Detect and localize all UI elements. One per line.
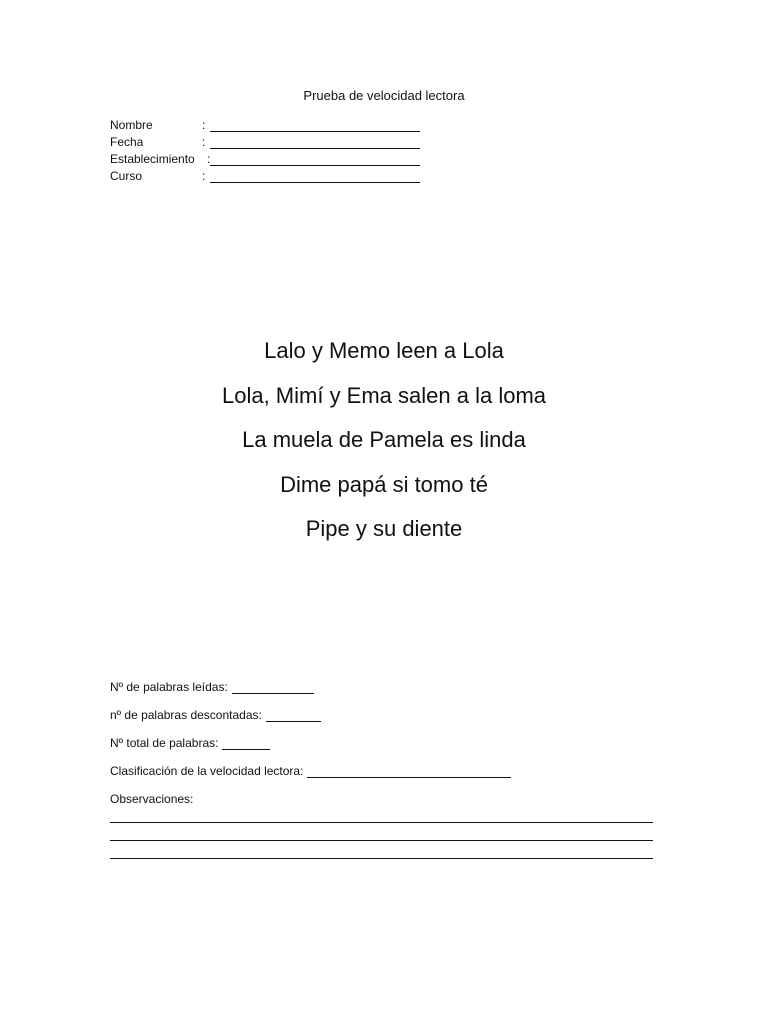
eval-words-discounted-blank[interactable] [266,709,321,722]
reading-sentences [0,334,768,557]
reading-sentence: Pipe y su diente [305,516,463,541]
eval-classification [110,750,670,778]
field-fecha [110,132,440,149]
observations-line[interactable] [110,823,653,841]
field-label-nombre: Nombre [110,118,153,132]
reading-sentence: Lola, Mimí y Ema salen a la loma [221,382,547,408]
eval-observations-label: Observaciones: [110,792,194,806]
field-colon: : [207,152,211,166]
field-establecimiento [110,149,440,166]
eval-observations [110,778,670,806]
field-label-curso: Curso [110,169,143,183]
field-blank-nombre[interactable] [210,119,420,132]
field-label-establecimiento: Establecimiento [110,152,195,166]
eval-words-discounted-label: nº de palabras descontadas: [110,708,262,722]
eval-classification-blank[interactable] [307,765,511,778]
reading-sentence: Lalo y Memo leen a Lola [264,338,504,363]
field-blank-establecimiento[interactable] [210,153,420,166]
field-label-fecha: Fecha [110,135,144,149]
field-colon: : [202,169,206,183]
document-title: Prueba de velocidad lectora [303,88,465,103]
eval-total-words-blank[interactable] [222,737,270,750]
eval-words-discounted [110,694,670,722]
field-blank-curso[interactable] [210,170,420,183]
field-curso [110,166,440,183]
field-blank-fecha[interactable] [210,136,420,149]
evaluation-section [110,666,670,859]
header-fields [110,115,440,183]
eval-total-words-label: Nº total de palabras: [110,736,219,750]
eval-classification-label: Clasificación de la velocidad lectora: [110,764,304,778]
field-nombre [110,115,440,132]
eval-words-read-blank[interactable] [232,681,314,694]
reading-sentence: La muela de Pamela es linda [242,427,526,452]
eval-words-read [110,666,670,694]
field-colon: : [202,118,206,132]
field-colon: : [202,135,206,149]
observations-line[interactable] [110,808,653,823]
reading-sentence: Dime papá si tomo té [280,471,488,497]
observations-line[interactable] [110,841,653,859]
eval-total-words [110,722,670,750]
eval-words-read-label: Nº de palabras leídas: [110,680,228,694]
